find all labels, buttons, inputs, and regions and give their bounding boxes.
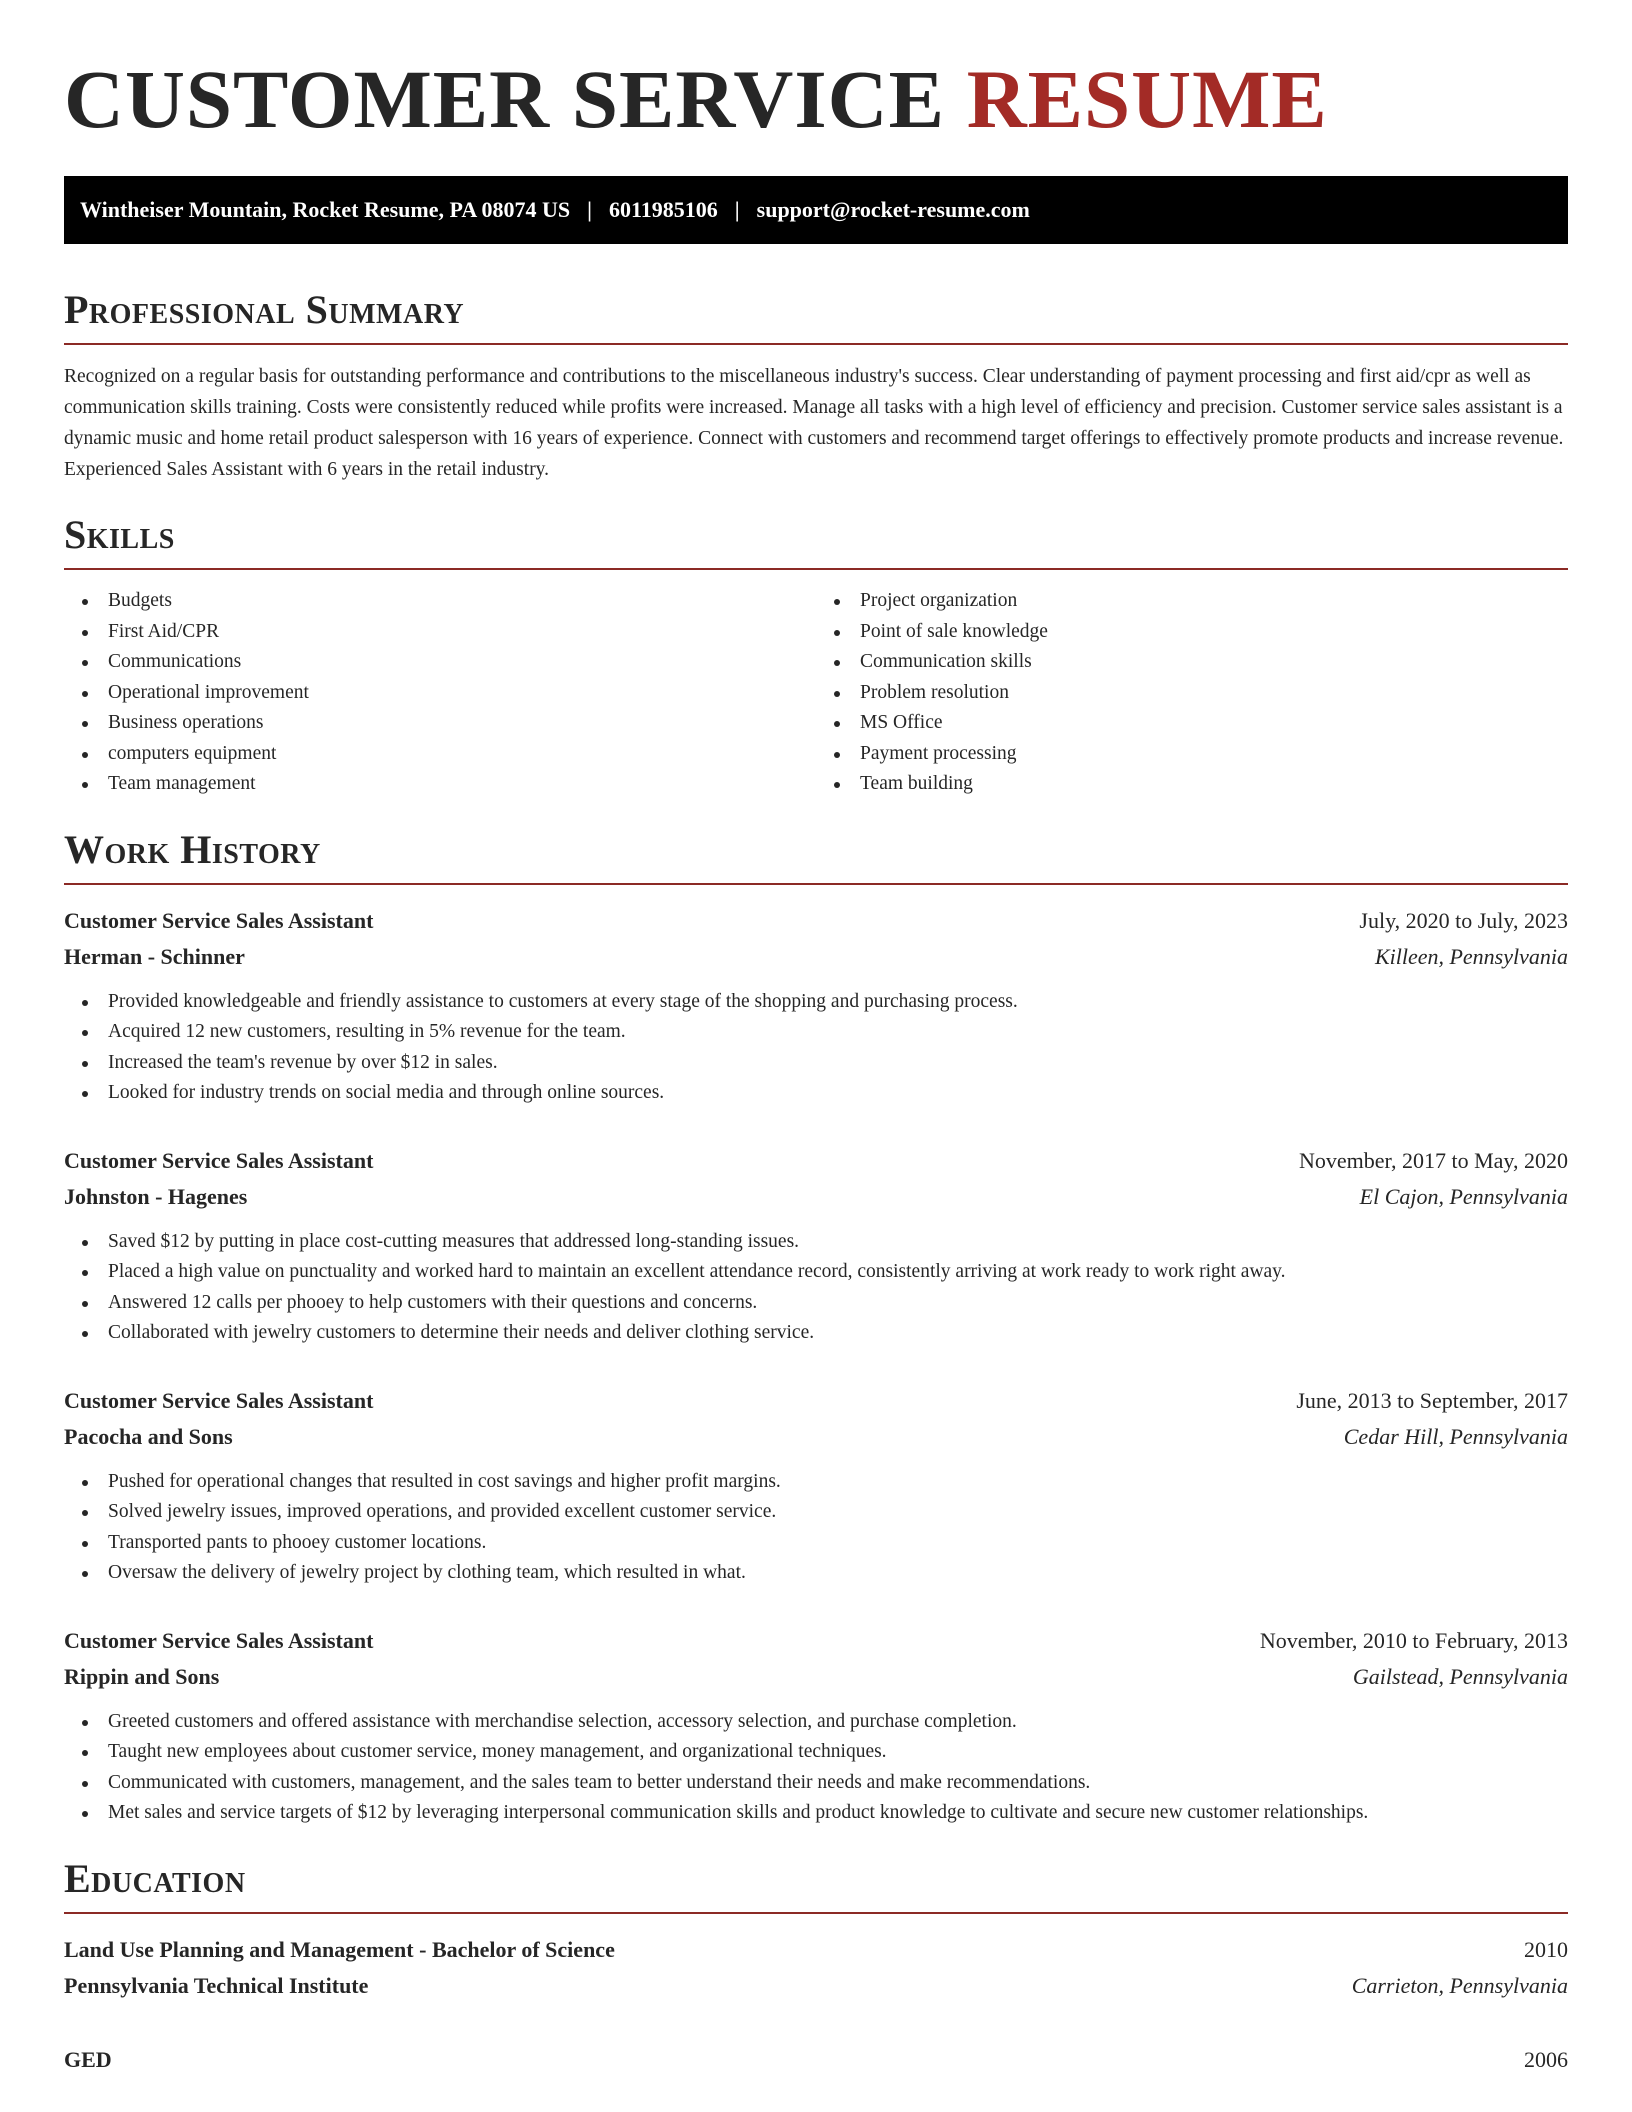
contact-bar [64, 176, 1568, 244]
job-bullets [64, 1467, 1568, 1589]
education-school-row [64, 1968, 1568, 2004]
skill-item: Operational improvement [108, 678, 816, 709]
job-bullet: Looked for industry trends on social media and through online sources. [108, 1078, 1568, 1109]
skill-item: Payment processing [860, 739, 1568, 770]
contact-phone: 6011985106 [608, 197, 718, 222]
job-bullet: Taught new employees about customer service, money management, and organizational techniques. [108, 1737, 1568, 1768]
skill-item: Project organization [860, 586, 1568, 617]
job-company: Pacocha and Sons [64, 1423, 233, 1449]
job-title: Customer Service Sales Assistant [64, 1387, 374, 1413]
job-header-row [64, 1623, 1568, 1659]
resume-page [64, 0, 1568, 2078]
job-bullet: Greeted customers and offered assistance with merchandise selection, accessory selection, and purchase completion. [108, 1707, 1568, 1738]
job-title: Customer Service Sales Assistant [64, 1147, 374, 1173]
section-heading-work-history: Work History [64, 830, 1568, 885]
education-location: Carrieton, Pennsylvania [1351, 1972, 1568, 1998]
job-title: Customer Service Sales Assistant [64, 1627, 374, 1653]
education-degree: GED [64, 2046, 112, 2072]
job-entry [64, 903, 1568, 1109]
job-entry [64, 1143, 1568, 1349]
contact-separator: | [734, 197, 740, 222]
job-company-row [64, 1179, 1568, 1215]
job-bullet: Answered 12 calls per phooey to help customers with their questions and concerns. [108, 1288, 1568, 1319]
education-entry [64, 1932, 1568, 2004]
skill-item: Business operations [108, 708, 816, 739]
skills-list-left [64, 586, 816, 800]
education-year: 2010 [1524, 1936, 1568, 1962]
skill-item: computers equipment [108, 739, 816, 770]
job-location: Killeen, Pennsylvania [1374, 943, 1568, 969]
job-company-row [64, 939, 1568, 975]
title-main: CUSTOMER SERVICE [64, 53, 945, 145]
job-title: Customer Service Sales Assistant [64, 907, 374, 933]
skill-item: Budgets [108, 586, 816, 617]
job-header-row [64, 1143, 1568, 1179]
job-entry [64, 1383, 1568, 1589]
job-bullet: Collaborated with jewelry customers to determine their needs and deliver clothing service. [108, 1318, 1568, 1349]
section-heading-education: Education [64, 1859, 1568, 1914]
skills-grid [64, 586, 1568, 800]
job-bullets [64, 1707, 1568, 1829]
job-bullet: Placed a high value on punctuality and worked hard to maintain an excellent attendance record, consistently arriving at work ready to work right away. [108, 1257, 1568, 1288]
skill-item: Team management [108, 769, 816, 800]
contact-address: Wintheiser Mountain, Rocket Resume, PA 08074 US [80, 197, 571, 222]
job-bullet: Provided knowledgeable and friendly assistance to customers at every stage of the shopping and purchasing process. [108, 987, 1568, 1018]
skill-item: MS Office [860, 708, 1568, 739]
section-heading-skills: Skills [64, 515, 1568, 570]
education-degree-row [64, 1932, 1568, 1968]
skill-item: Communications [108, 647, 816, 678]
job-bullet: Solved jewelry issues, improved operations, and provided excellent customer service. [108, 1497, 1568, 1528]
education-section [64, 1855, 1568, 2078]
job-bullet: Acquired 12 new customers, resulting in 5% revenue for the team. [108, 1017, 1568, 1048]
work-history-section [64, 826, 1568, 1829]
job-dates: June, 2013 to September, 2017 [1296, 1387, 1568, 1413]
job-header-row [64, 903, 1568, 939]
skills-section [64, 512, 1568, 800]
job-bullets [64, 1227, 1568, 1349]
job-dates: November, 2010 to February, 2013 [1259, 1627, 1568, 1653]
job-location: Gailstead, Pennsylvania [1352, 1663, 1568, 1689]
job-bullets [64, 987, 1568, 1109]
job-company: Herman - Schinner [64, 943, 245, 969]
job-bullet: Communicated with customers, management, and the sales team to better understand their needs and make recommendations. [108, 1768, 1568, 1799]
job-bullet: Increased the team's revenue by over $12 in sales. [108, 1048, 1568, 1079]
job-location: El Cajon, Pennsylvania [1359, 1183, 1568, 1209]
skill-item: Point of sale knowledge [860, 617, 1568, 648]
education-year: 2006 [1524, 2046, 1568, 2072]
job-dates: July, 2020 to July, 2023 [1359, 907, 1568, 933]
education-degree-row [64, 2042, 1568, 2078]
job-company: Rippin and Sons [64, 1663, 220, 1689]
job-bullet: Oversaw the delivery of jewelry project by clothing team, which resulted in what. [108, 1558, 1568, 1589]
education-entry [64, 2042, 1568, 2078]
job-bullet: Met sales and service targets of $12 by leveraging interpersonal communication skills and product knowledge to cultivate and secure new customer relationships. [108, 1798, 1568, 1829]
resume-title [64, 0, 1568, 144]
section-heading-summary: Professional Summary [64, 290, 1568, 345]
job-entry [64, 1623, 1568, 1829]
job-bullet: Saved $12 by putting in place cost-cutting measures that addressed long-standing issues. [108, 1227, 1568, 1258]
job-dates: November, 2017 to May, 2020 [1299, 1147, 1568, 1173]
contact-email: support@rocket-resume.com [756, 197, 1030, 222]
job-location: Cedar Hill, Pennsylvania [1343, 1423, 1568, 1449]
education-degree: Land Use Planning and Management - Bachelor of Science [64, 1936, 615, 1962]
job-company-row [64, 1659, 1568, 1695]
job-bullet: Transported pants to phooey customer locations. [108, 1528, 1568, 1559]
job-header-row [64, 1383, 1568, 1419]
title-accent: RESUME [966, 53, 1328, 145]
contact-separator: | [587, 197, 592, 222]
job-company-row [64, 1419, 1568, 1455]
skill-item: Team building [860, 769, 1568, 800]
skill-item: Problem resolution [860, 678, 1568, 709]
job-company: Johnston - Hagenes [64, 1183, 248, 1209]
professional-summary-section [64, 287, 1568, 485]
skill-item: Communication skills [860, 647, 1568, 678]
job-bullet: Pushed for operational changes that resulted in cost savings and higher profit margins. [108, 1467, 1568, 1498]
education-school: Pennsylvania Technical Institute [64, 1972, 369, 1998]
summary-text: Recognized on a regular basis for outstanding performance and contributions to the miscellaneous industry's success. Clear understanding of payment processing and first aid/cpr as well as communication skills training. Costs were consistently reduced while profits were increased. Manage all tasks with a high level of efficiency and precision. Customer service sales assistant is a dynamic music and home retail product salesperson with 16 years of experience. Connect with customers and recommend target offerings to effectively promote products and increase revenue. Experienced Sales Assistant with 6 years in the retail industry. [64, 366, 1564, 480]
skill-item: First Aid/CPR [108, 617, 816, 648]
skills-list-right [816, 586, 1568, 800]
